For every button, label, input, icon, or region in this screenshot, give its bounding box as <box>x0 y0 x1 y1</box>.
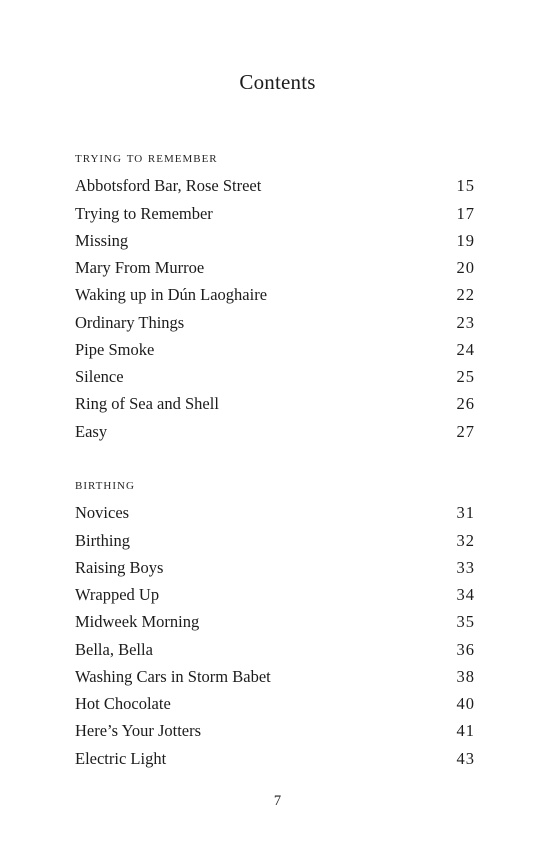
toc-entry-title: Ring of Sea and Shell <box>75 394 219 413</box>
toc-entry-title: Hot Chocolate <box>75 694 171 713</box>
toc-entry[interactable] <box>75 422 475 446</box>
section-heading: birthing <box>75 477 135 493</box>
toc-entry-title: Wrapped Up <box>75 585 160 604</box>
toc-entry[interactable] <box>75 721 475 745</box>
toc-entry[interactable] <box>75 558 475 582</box>
toc-entry[interactable] <box>75 667 475 691</box>
toc-entry-page: 36 <box>456 640 475 659</box>
toc-entry-page: 31 <box>456 503 475 522</box>
toc-entry-title: Bella, Bella <box>75 640 153 659</box>
toc-entry-page: 27 <box>456 422 475 441</box>
toc-entry-title: Washing Cars in Storm Babet <box>75 667 271 686</box>
toc-entry[interactable] <box>75 204 475 228</box>
toc-entry-page: 35 <box>456 612 475 631</box>
toc-entry-page: 34 <box>456 585 475 604</box>
toc-entry-page: 43 <box>456 749 475 768</box>
toc-entry[interactable] <box>75 367 475 391</box>
toc-entry-title: Midweek Morning <box>75 612 200 631</box>
toc-entry[interactable] <box>75 503 475 527</box>
toc-entry[interactable] <box>75 531 475 555</box>
toc-entry[interactable] <box>75 258 475 282</box>
toc-entry-title: Easy <box>75 422 108 441</box>
page-number: 7 <box>273 793 282 809</box>
toc-entry[interactable] <box>75 749 475 773</box>
toc-entry-page: 40 <box>456 694 475 713</box>
toc-entry-page: 32 <box>456 531 475 550</box>
toc-entry-title: Missing <box>75 231 129 250</box>
toc-entry-title: Electric Light <box>75 749 167 768</box>
toc-entry[interactable] <box>75 694 475 718</box>
toc-entry[interactable] <box>75 176 475 200</box>
toc-entry-page: 17 <box>456 204 475 223</box>
toc-entry[interactable] <box>75 612 475 636</box>
toc-entry[interactable] <box>75 313 475 337</box>
toc-entry-page: 20 <box>456 258 475 277</box>
toc-entry[interactable] <box>75 394 475 418</box>
page-title: Contents <box>239 70 316 94</box>
toc-entry-title: Abbotsford Bar, Rose Street <box>75 176 262 195</box>
toc-entry-title: Trying to Remember <box>75 204 213 223</box>
toc-entry[interactable] <box>75 585 475 609</box>
toc-entry-page: 22 <box>456 285 475 304</box>
toc-entry[interactable] <box>75 231 475 255</box>
toc-entry[interactable] <box>75 285 475 309</box>
toc-entry-page: 26 <box>456 394 475 413</box>
toc-entry-page: 25 <box>456 367 475 386</box>
toc-entry-page: 24 <box>456 340 475 359</box>
toc-entry-page: 38 <box>456 667 475 686</box>
toc-entry-title: Silence <box>75 367 124 386</box>
toc-entry-page: 19 <box>456 231 475 250</box>
toc-entry-page: 41 <box>456 721 475 740</box>
section-heading: trying to remember <box>75 150 218 166</box>
toc-entry-page: 15 <box>456 176 475 195</box>
toc-entry-page: 33 <box>456 558 475 577</box>
toc-entry-title: Here’s Your Jotters <box>75 721 202 740</box>
toc-entry-title: Raising Boys <box>75 558 164 577</box>
toc-entry-page: 23 <box>456 313 475 332</box>
toc-entry[interactable] <box>75 340 475 364</box>
toc-entry-title: Mary From Murroe <box>75 258 205 277</box>
toc-entry-title: Novices <box>75 503 130 522</box>
toc-entry[interactable] <box>75 640 475 664</box>
toc-entry-title: Ordinary Things <box>75 313 185 332</box>
toc-entry-title: Birthing <box>75 531 131 550</box>
toc-entry-title: Pipe Smoke <box>75 340 155 359</box>
toc-entry-title: Waking up in Dún Laoghaire <box>75 285 268 304</box>
